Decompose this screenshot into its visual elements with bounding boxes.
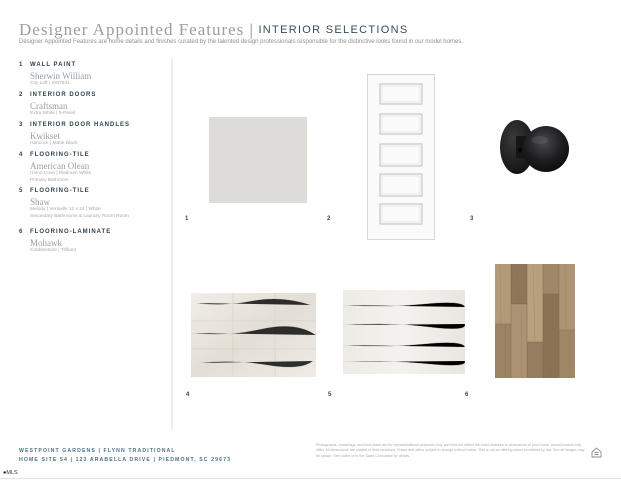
paint-swatch (209, 117, 307, 203)
footer-homesite: HOME SITE 54 | 123 ARABELLA DRIVE | PIEDMONT, SC 29673 (19, 457, 232, 463)
selection-number: 6 (19, 229, 24, 235)
tile-swatch-secondary (343, 290, 465, 374)
selection-category: FLOORING-LAMINATE (30, 229, 112, 235)
selection-detail: Union Cove | Platinum White (30, 171, 92, 176)
mls-logo: ●MLS (3, 470, 18, 476)
footer-address (19, 447, 231, 465)
selection-brand: Kwikset (30, 131, 60, 141)
swatch-label-4: 4 (186, 392, 190, 398)
title-separator: | (249, 22, 254, 39)
selection-detail: City Loft | SW7631 (30, 81, 70, 86)
selection-number: 5 (19, 188, 24, 194)
selection-number: 2 (19, 92, 24, 98)
vertical-divider (171, 58, 173, 430)
selection-category: FLOORING-TILE (30, 152, 90, 158)
title-subtitle: INTERIOR SELECTIONS (258, 24, 409, 36)
swatch-label-5: 5 (328, 392, 332, 398)
selection-number: 4 (19, 152, 24, 158)
selection-number: 1 (19, 62, 24, 68)
swatch-label-6: 6 (465, 392, 469, 398)
selection-category: INTERIOR DOOR HANDLES (30, 122, 131, 128)
selection-brand: American Olean (30, 161, 90, 171)
footer-rule (0, 478, 621, 479)
laminate-swatch (495, 264, 575, 378)
tile-swatch-primary (191, 293, 316, 377)
selection-flooring-laminate (19, 229, 169, 255)
equal-housing-icon (591, 447, 602, 458)
selection-brand: Mohawk (30, 238, 62, 248)
selection-detail: Hancock | Matte Black (30, 141, 78, 146)
selection-brand: Shaw (30, 197, 50, 207)
header-description: Designer Appointed Features are home details and finishes curated by the talented design professionals responsible for the distinctive looks found in our model homes. (19, 39, 463, 45)
door-swatch (367, 74, 435, 240)
selection-detail: Primary Bathroom (30, 177, 69, 183)
page-title (19, 20, 408, 40)
selection-interior-doors (19, 92, 169, 118)
selection-flooring-tile-primary (19, 152, 169, 184)
selection-detail: Melody | Versaille 12 x 24 | White (30, 207, 101, 212)
swatch-label-3: 3 (470, 216, 474, 222)
swatch-label-1: 1 (185, 216, 189, 222)
title-main: Designer Appointed Features (19, 20, 245, 39)
selection-brand: Craftsman (30, 101, 68, 111)
selection-detail: Cobblestone | Trilliant (30, 248, 77, 253)
footer-community: WESTPOINT GARDENS | FLYNN TRADITIONAL (19, 448, 176, 454)
selection-wall-paint (19, 62, 169, 88)
selection-number: 3 (19, 122, 24, 128)
selection-detail: Secondary Bathrooms & Laundry Room Room (30, 213, 129, 219)
selection-category: INTERIOR DOORS (30, 92, 97, 98)
selection-category: FLOORING-TILE (30, 188, 90, 194)
selection-category: WALL PAINT (30, 62, 77, 68)
selection-brand: Sherwin William (30, 71, 92, 81)
door-knob-swatch (498, 116, 574, 176)
footer-disclaimer: Photographs, renderings, and floor plans are for representational purposes only and they not reflect the exact features or dimensions of your home; actual product may differ. All dimensions are subject to field variations. Prices and offers subject to change without notice. This is not an offering where prohibited by law. See all images may be shown. See online or in the Sales Consultant for details. (316, 443, 585, 458)
swatch-label-2: 2 (327, 216, 331, 222)
selection-door-handles (19, 122, 169, 148)
selection-detail: Extra White | 5-Panel (30, 111, 76, 116)
selection-flooring-tile-secondary (19, 188, 169, 220)
